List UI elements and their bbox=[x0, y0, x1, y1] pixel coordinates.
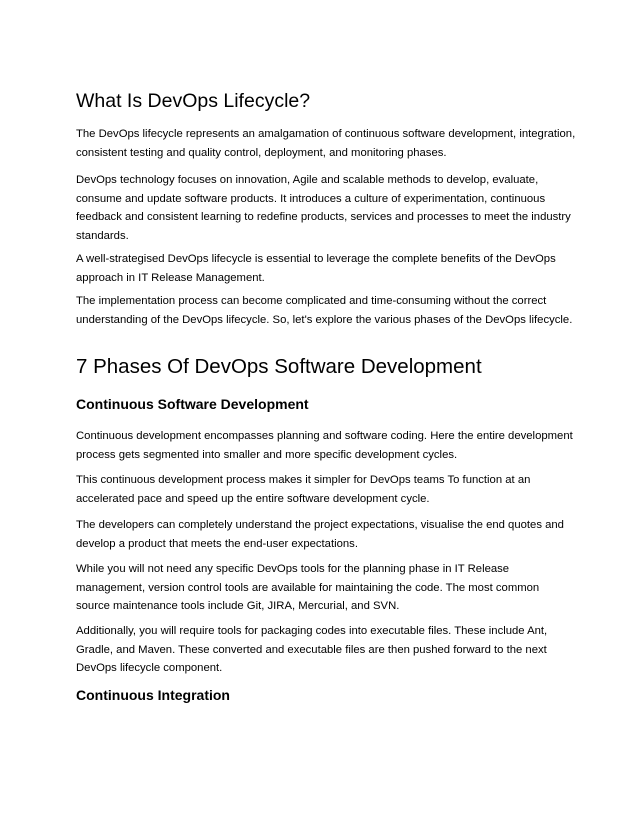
paragraph-version-control-tools: While you will not need any specific DevOps tools for the planning phase in IT Release management, version control tools are available for maintaining the code. The most common source maintenance tools include Git, JIRA, Mercurial, and SVN. bbox=[76, 563, 540, 613]
paragraph-continuous-development-process: This continuous development process makes it simpler for DevOps teams To function at an accelerated pace and speed up the entire software development cycle. bbox=[76, 474, 531, 505]
paragraph-developers-understand: The developers can completely understand the project expectations, visualise the end quotes and develop a product that meets the end-user expectations. bbox=[76, 519, 564, 550]
paragraph-well-strategised-lifecycle: A well-strategised DevOps lifecycle is essential to leverage the complete benefits of the DevOps approach in IT Release Management. bbox=[76, 253, 556, 284]
heading-continuous-integration: Continuous Integration bbox=[76, 687, 230, 703]
paragraph-implementation-process: The implementation process can become complicated and time-consuming without the correct understanding of the DevOps lifecycle. So, let's explore the various phases of the DevOps lifecycle. bbox=[76, 295, 573, 326]
paragraph-continuous-development-planning: Continuous development encompasses planning and software coding. Here the entire development process gets segmented into smaller and more specific development cycles. bbox=[76, 430, 573, 461]
heading-continuous-software-development: Continuous Software Development bbox=[76, 396, 309, 412]
paragraph-devops-lifecycle-definition: The DevOps lifecycle represents an amalgamation of continuous software development, integration, consistent testing and quality control, deployment, and monitoring phases. bbox=[76, 128, 576, 159]
paragraph-devops-technology-focus: DevOps technology focuses on innovation, Agile and scalable methods to develop, evaluate, consume and update software products. It introduces a culture of experimentation, continuous feedback and consistent learning to redefine products, services and processes to meet the industry standards. bbox=[76, 174, 571, 242]
heading-7-phases: 7 Phases Of DevOps Software Development bbox=[76, 355, 482, 378]
heading-what-is-devops-lifecycle: What Is DevOps Lifecycle? bbox=[76, 90, 311, 112]
paragraph-packaging-tools: Additionally, you will require tools for packaging codes into executable files. These include Ant, Gradle, and Maven. These converted and executable files are then pushed forward to the next DevOps lifecycle component. bbox=[76, 625, 548, 675]
